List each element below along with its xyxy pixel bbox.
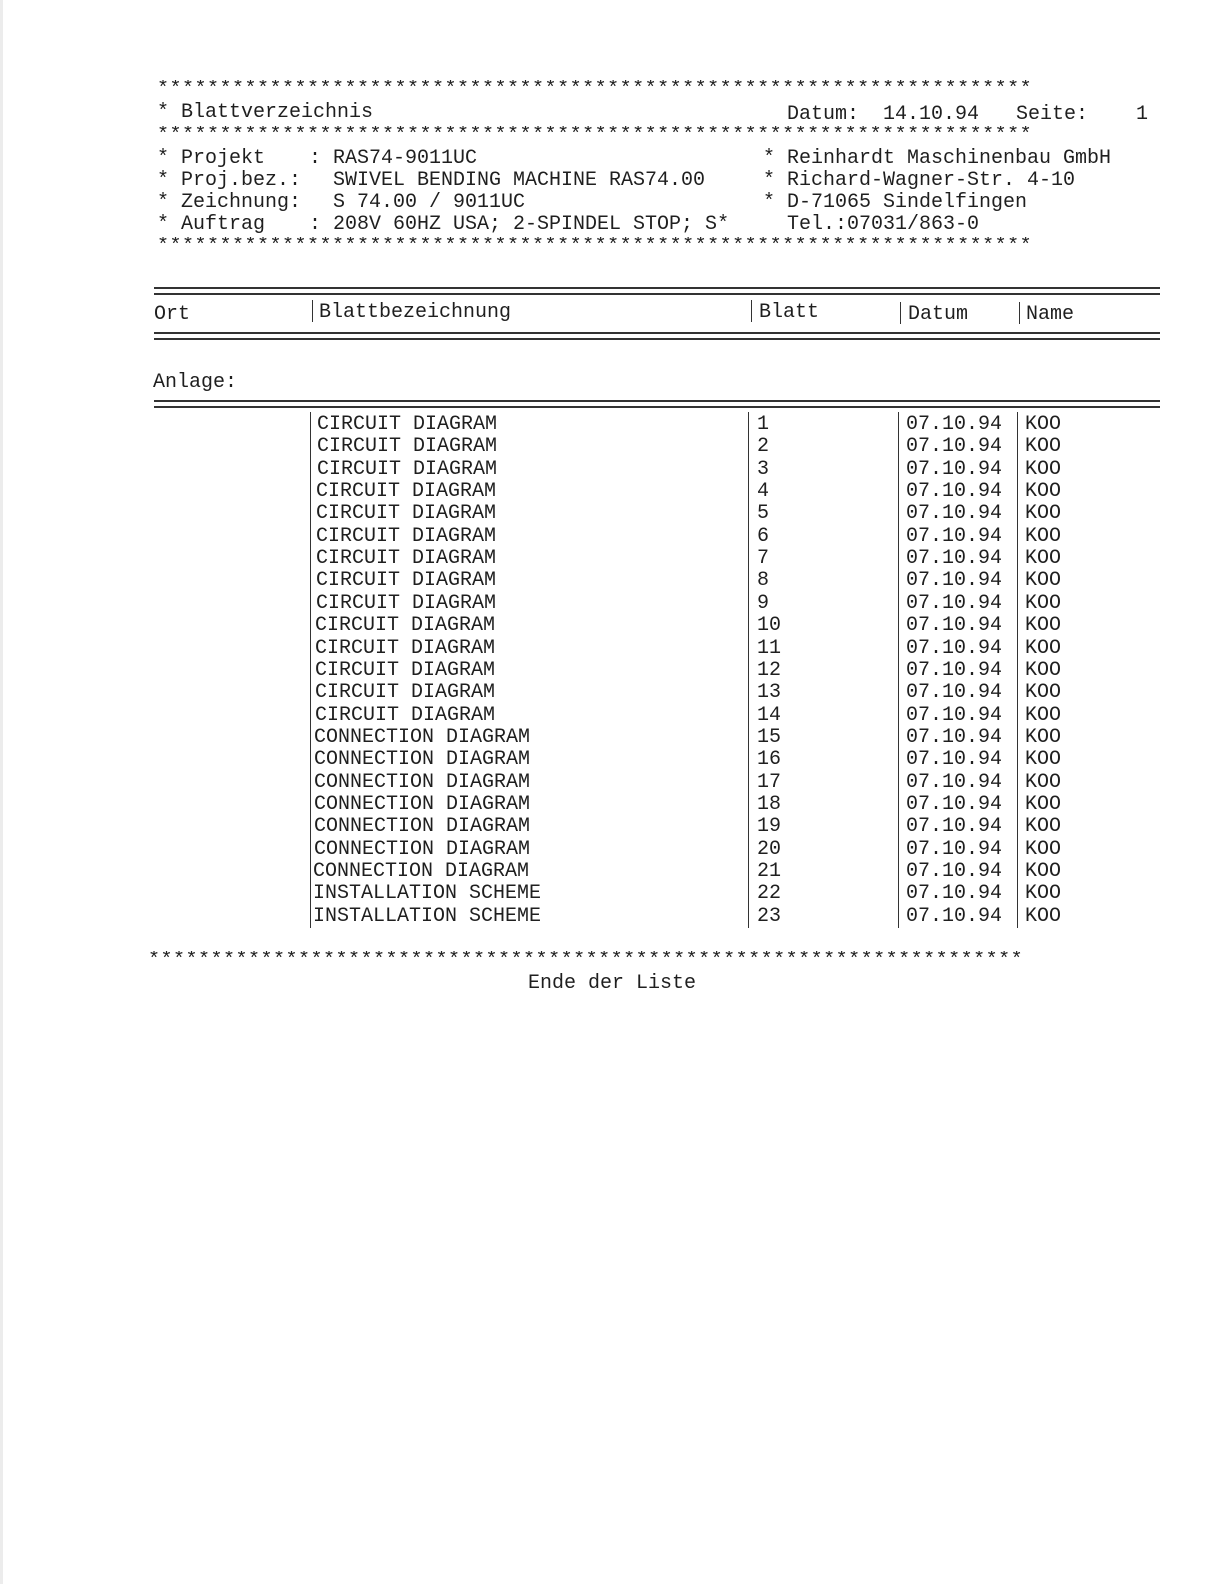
table-row — [0, 593, 1224, 615]
projekt-value: RAS74-9011UC — [333, 147, 478, 170]
column-datum: Datum — [908, 303, 969, 326]
sheet-author: KOO — [1025, 614, 1062, 638]
sheet-title: CIRCUIT DIAGRAM — [317, 457, 498, 481]
sheet-author: KOO — [1025, 547, 1062, 571]
table-row — [0, 772, 1224, 794]
sheet-title: INSTALLATION SCHEME — [313, 904, 542, 928]
projekt-prefix: * — [157, 147, 182, 170]
sheet-author: KOO — [1025, 770, 1062, 794]
sheet-title: CONNECTION DIAGRAM — [314, 725, 531, 749]
auftrag-label: Auftrag — [181, 213, 266, 236]
sheet-title: CONNECTION DIAGRAM — [314, 815, 531, 839]
sheet-author: KOO — [1025, 725, 1062, 749]
table-row — [0, 794, 1224, 816]
zeichnung-prefix: * — [157, 191, 182, 214]
column-separator — [751, 300, 752, 322]
table-row — [0, 526, 1224, 548]
auftrag-prefix: * — [157, 213, 182, 236]
sheet-author: KOO — [1025, 681, 1062, 705]
sheet-author: KOO — [1025, 860, 1062, 883]
sheet-title: CIRCUIT DIAGRAM — [316, 480, 497, 504]
sheet-date: 07.10.94 — [906, 815, 1003, 839]
sheet-author: KOO — [1025, 748, 1062, 772]
projbez-value: SWIVEL BENDING MACHINE RAS74.00 — [333, 169, 706, 192]
header-rule-bottom — [154, 332, 1160, 340]
sheet-date: 07.10.94 — [906, 547, 1003, 571]
table-row — [0, 481, 1224, 503]
sheet-date: 07.10.94 — [906, 435, 1003, 459]
star-border-mid: ********************************************************************** — [157, 126, 1033, 146]
sheet-date: 07.10.94 — [906, 480, 1003, 504]
sheet-title: CONNECTION DIAGRAM — [313, 860, 530, 883]
table-row — [0, 861, 1224, 883]
sheet-title: CIRCUIT DIAGRAM — [316, 524, 497, 548]
sheet-author: KOO — [1025, 882, 1062, 906]
table-row — [0, 705, 1224, 727]
company-street: Richard-Wagner-Str. 4-10 — [787, 169, 1076, 192]
table-row — [0, 503, 1224, 525]
sheet-date: 07.10.94 — [906, 569, 1003, 593]
sheet-author: KOO — [1025, 792, 1062, 816]
sheet-number: 16 — [757, 748, 782, 772]
sheet-author: KOO — [1025, 591, 1062, 615]
sheet-title: CIRCUIT DIAGRAM — [316, 569, 497, 593]
sheet-author: KOO — [1025, 435, 1062, 459]
sheet-author: KOO — [1025, 502, 1062, 526]
sheet-number: 3 — [757, 457, 770, 481]
column-blatt: Blatt — [759, 301, 820, 324]
company-prefix: * — [763, 147, 788, 170]
sheet-number: 6 — [757, 524, 770, 548]
table-row — [0, 749, 1224, 771]
table-row — [0, 816, 1224, 838]
sheet-number: 22 — [757, 882, 782, 906]
header-prefix: * — [157, 101, 182, 124]
section-label: Anlage: — [153, 371, 238, 394]
table-row — [0, 682, 1224, 704]
header-rule-top — [154, 287, 1160, 295]
sheet-date: 07.10.94 — [906, 591, 1003, 615]
column-separator — [312, 300, 313, 322]
sheet-number: 12 — [757, 658, 782, 682]
sheet-number: 5 — [757, 502, 770, 526]
company-name: Reinhardt Maschinenbau GmbH — [787, 147, 1112, 170]
sheet-author: KOO — [1025, 457, 1062, 481]
sheet-author: KOO — [1025, 569, 1062, 593]
table-row — [0, 883, 1224, 905]
projbez-label: Proj.bez.: — [181, 169, 302, 192]
star-border-top: ********************************************************************** — [157, 80, 1033, 100]
sheet-author: KOO — [1025, 658, 1062, 682]
sheet-number: 9 — [757, 591, 770, 615]
sheet-author: KOO — [1025, 703, 1062, 727]
datum-label: Datum: — [787, 103, 860, 126]
sheet-number: 23 — [757, 904, 782, 928]
sheet-date: 07.10.94 — [906, 882, 1003, 906]
column-blattbezeichnung: Blattbezeichnung — [319, 301, 512, 324]
table-row — [0, 548, 1224, 570]
sheet-title: CONNECTION DIAGRAM — [314, 792, 531, 816]
auftrag-value: 208V 60HZ USA; 2-SPINDEL STOP; S* — [333, 213, 730, 236]
star-border-bottom: ********************************************************************** — [157, 237, 1033, 257]
sheet-number: 4 — [757, 480, 770, 504]
star-border-footer: ********************************************************************** — [148, 951, 1024, 971]
sheet-date: 07.10.94 — [906, 904, 1003, 928]
table-row — [0, 615, 1224, 637]
table-row — [0, 570, 1224, 592]
sheet-date: 07.10.94 — [906, 860, 1003, 883]
document-title: Blattverzeichnis — [181, 101, 374, 124]
datum-value: 14.10.94 — [883, 103, 980, 126]
sheet-date: 07.10.94 — [906, 681, 1003, 705]
street-prefix: * — [763, 169, 788, 192]
sheet-number: 15 — [757, 725, 782, 749]
sheet-date: 07.10.94 — [906, 457, 1003, 481]
sheet-number: 7 — [757, 547, 770, 571]
sheet-author: KOO — [1025, 837, 1062, 861]
sheet-number: 19 — [757, 815, 782, 839]
table-row — [0, 414, 1224, 436]
table-row — [0, 459, 1224, 481]
table-row — [0, 660, 1224, 682]
sheet-title: CIRCUIT DIAGRAM — [315, 614, 496, 638]
sheet-date: 07.10.94 — [906, 636, 1003, 660]
zeichnung-value: S 74.00 / 9011UC — [333, 191, 526, 214]
city-prefix: * — [763, 191, 788, 214]
sheet-author: KOO — [1025, 480, 1062, 504]
sheet-number: 13 — [757, 681, 782, 705]
sheet-number: 8 — [757, 569, 770, 593]
sheet-number: 10 — [757, 614, 782, 638]
sheet-date: 07.10.94 — [906, 703, 1003, 727]
column-name: Name — [1026, 303, 1075, 326]
sheet-number: 14 — [757, 703, 782, 727]
sheet-title: CIRCUIT DIAGRAM — [315, 703, 496, 727]
projekt-label: Projekt — [181, 147, 266, 170]
sheet-title: CIRCUIT DIAGRAM — [316, 502, 497, 526]
sheet-author: KOO — [1025, 524, 1062, 548]
auftrag-colon: : — [309, 213, 322, 236]
sheet-number: 20 — [757, 837, 782, 861]
sheet-number: 2 — [757, 435, 770, 459]
seite-label: Seite: — [1016, 103, 1089, 126]
sheet-title: CIRCUIT DIAGRAM — [317, 413, 498, 436]
table-row — [0, 906, 1224, 928]
sheet-title: CIRCUIT DIAGRAM — [317, 435, 498, 459]
sheet-number: 17 — [757, 770, 782, 794]
company-city: D-71065 Sindelfingen — [787, 191, 1028, 214]
sheet-title: CIRCUIT DIAGRAM — [315, 636, 496, 660]
sheet-number: 21 — [757, 860, 782, 883]
end-of-list: Ende der Liste — [528, 972, 697, 995]
sheet-date: 07.10.94 — [906, 770, 1003, 794]
sheet-title: CIRCUIT DIAGRAM — [316, 547, 497, 571]
sheet-author: KOO — [1025, 636, 1062, 660]
sheet-title: INSTALLATION SCHEME — [313, 882, 542, 906]
seite-value: 1 — [1136, 103, 1149, 126]
sheet-title: CIRCUIT DIAGRAM — [316, 591, 497, 615]
sheet-author: KOO — [1025, 815, 1062, 839]
projbez-prefix: * — [157, 169, 182, 192]
sheet-date: 07.10.94 — [906, 502, 1003, 526]
sheet-author: KOO — [1025, 413, 1062, 436]
sheet-date: 07.10.94 — [906, 413, 1003, 436]
sheet-number: 1 — [757, 413, 770, 436]
table-row — [0, 436, 1224, 458]
company-phone: Tel.:07031/863-0 — [787, 213, 980, 236]
sheet-date: 07.10.94 — [906, 725, 1003, 749]
table-row — [0, 727, 1224, 749]
projekt-colon: : — [309, 147, 322, 170]
sheet-number: 18 — [757, 792, 782, 816]
column-ort: Ort — [154, 303, 191, 326]
sheet-date: 07.10.94 — [906, 658, 1003, 682]
sheet-title: CONNECTION DIAGRAM — [314, 748, 531, 772]
table-row — [0, 638, 1224, 660]
table-row — [0, 839, 1224, 861]
sheet-date: 07.10.94 — [906, 614, 1003, 638]
sheet-date: 07.10.94 — [906, 792, 1003, 816]
sheet-date: 07.10.94 — [906, 748, 1003, 772]
sheet-title: CIRCUIT DIAGRAM — [315, 681, 496, 705]
zeichnung-label: Zeichnung: — [181, 191, 302, 214]
sheet-date: 07.10.94 — [906, 837, 1003, 861]
sheet-title: CONNECTION DIAGRAM — [314, 837, 531, 861]
sheet-number: 11 — [757, 636, 782, 660]
sheet-title: CONNECTION DIAGRAM — [314, 770, 531, 794]
sheet-author: KOO — [1025, 904, 1062, 928]
column-separator — [1019, 302, 1020, 324]
column-separator — [900, 302, 901, 324]
sheet-date: 07.10.94 — [906, 524, 1003, 548]
sheet-title: CIRCUIT DIAGRAM — [315, 658, 496, 682]
section-rule — [154, 400, 1160, 408]
